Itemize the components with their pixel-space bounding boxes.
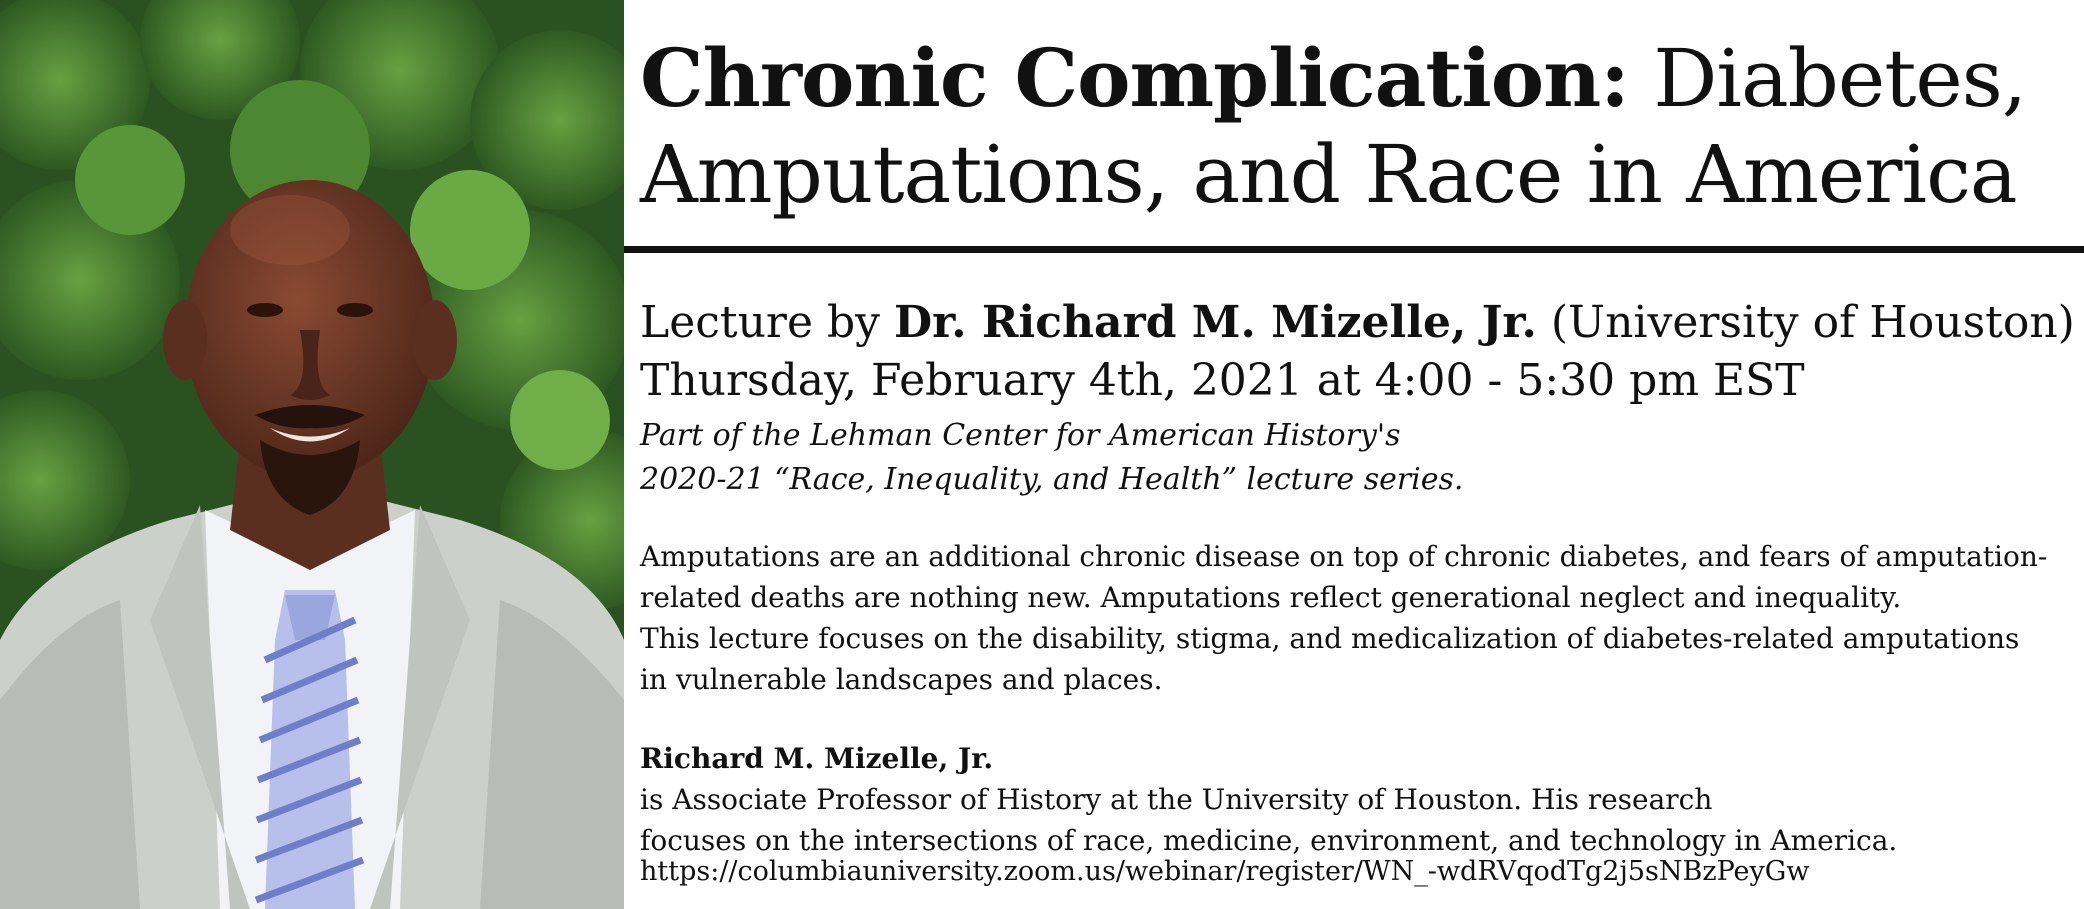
bio-line-1-rest: is Associate Professor of History at the University of Houston. His research [640, 783, 1713, 816]
lecture-datetime: Thursday, February 4th, 2021 at 4:00 - 5:30 pm EST [640, 355, 1805, 406]
title-line1-rest: Diabetes, [1628, 32, 2027, 125]
series-line-2: 2020-21 “Race, Inequality, and Health” lecture series. [640, 462, 1464, 497]
speaker-photo [0, 0, 624, 909]
registration-link[interactable]: https://columbiauniversity.zoom.us/webinar/register/WN_-wdRVqodTg2j5sNBzPeyGw [640, 856, 1810, 887]
speaker-affiliation: (University of Houston) [1536, 297, 2075, 348]
lecture-speaker-line [640, 296, 2075, 350]
lecture-series-note [640, 414, 1463, 502]
bio-name: Richard M. Mizelle, Jr. [640, 742, 994, 775]
bio-line-2: focuses on the intersections of race, medicine, environment, and technology in America. [640, 824, 1898, 857]
title-bold-part: Chronic Complication: [640, 31, 1629, 125]
title-line2: Amputations, and Race in America [640, 128, 2017, 221]
bio-line-1 [640, 738, 2080, 820]
flyer-content [640, 0, 2084, 909]
speaker-portrait-illustration [0, 0, 624, 909]
abstract-line-2: related deaths are nothing new. Amputations reflect generational neglect and inequality. [640, 581, 1902, 614]
lecture-abstract [640, 536, 2080, 700]
title-divider [624, 246, 2084, 253]
lecture-prefix: Lecture by [640, 297, 894, 348]
abstract-line-3: This lecture focuses on the disability, stigma, and medicalization of diabetes-related amputations [640, 622, 2020, 655]
speaker-name: Dr. Richard M. Mizelle, Jr. [894, 297, 1537, 348]
abstract-line-4: in vulnerable landscapes and places. [640, 663, 1163, 696]
abstract-line-1: Amputations are an additional chronic disease on top of chronic diabetes, and fears of amputation- [640, 540, 2048, 573]
lecture-title [640, 30, 2070, 223]
speaker-bio [640, 738, 2080, 861]
series-line-1: Part of the Lehman Center for American History's [640, 418, 1401, 453]
